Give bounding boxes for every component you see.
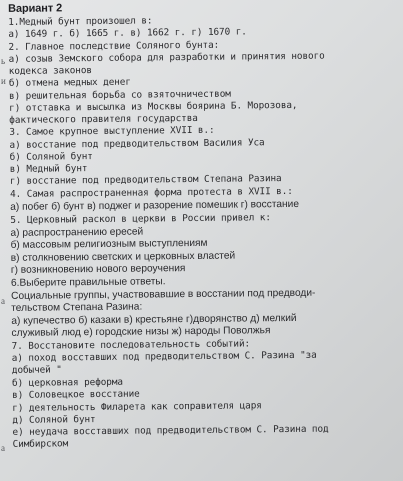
question-6-text-cont: тельством Степана Разина:	[11, 301, 143, 314]
answer-option: а) восстание под предводительством Василия Уса	[9, 137, 265, 151]
question-6-text: Социальные группы, участвовавшие в восстании под предводи-	[11, 287, 316, 302]
margin-mark: а	[1, 443, 5, 453]
answer-option: в) столкновению светских и церковных властей	[10, 250, 236, 264]
answer-option: е) неудача восставших под предводительством С. Разина под	[12, 423, 329, 438]
answer-option-cont: Симбирском	[12, 438, 69, 450]
margin-mark: ь	[1, 56, 6, 66]
answer-option: в) Медный бунт	[9, 163, 88, 175]
answer-option: а) созыв Земского собора для разработки и принятия нового	[8, 50, 325, 65]
answer-option: г) деятельность Филарета как соправителя царя	[12, 400, 262, 414]
answer-options: а) купечество б) казаки в) крестьяне г)дворянство д) мелкий	[11, 312, 297, 327]
answer-option: в) решительная борьба со взяточничеством	[8, 88, 231, 102]
answer-options: а) побег б) бунт в) поджег и разорение помешик г) восстание	[10, 198, 300, 213]
question-3: 3. Самое крупное выступление XVII в.:	[9, 124, 215, 138]
answer-option-cont: добычей "	[11, 364, 62, 376]
margin-mark: и	[1, 76, 6, 86]
question-1: 1.Медный бунт произошел в:	[8, 15, 153, 28]
answer-option: б) массовым религиозным выступлениям	[10, 237, 208, 251]
question-2: 2. Главное последствие Соляного бунта:	[8, 39, 220, 53]
answer-option: г) восстание под предводительством Степана Разина	[9, 173, 282, 187]
question-4: 4. Самая распространенная форма протеста в XVII в.:	[9, 185, 293, 200]
margin-mark: а	[1, 296, 5, 306]
answer-option: б) Соляной бунт	[9, 151, 93, 163]
answer-option: г) возникновению нового вероучения	[10, 263, 186, 276]
answer-option-cont: фактического правителя государства	[9, 112, 198, 126]
answer-option: г) отставка и высылка из Москвы боярина Б. Морозова,	[9, 99, 298, 114]
worksheet-title: Вариант 2	[8, 2, 63, 15]
answer-options: а) 1649 г. б) 1665 г. в) 1662 г. г) 1670 г.	[8, 26, 247, 40]
answer-option: б) отмена медных денег	[8, 76, 131, 89]
question-5: 5. Церковный раскол в церкви в России привел к:	[10, 212, 271, 226]
answer-options-cont: служивый люд е) городские низы ж) народы Поволжья	[11, 325, 271, 339]
question-6: 6.Выберите правильные ответы.	[10, 276, 166, 289]
answer-option: а) распространению ересей	[10, 226, 144, 239]
answer-option: а) поход восставших под предводительством С. Разина "за	[11, 349, 317, 364]
answer-option-cont: кодекса законов	[8, 65, 92, 77]
answer-option: б) церковная реформа	[11, 376, 123, 389]
answer-option: в) Соловецкое восстание	[12, 388, 140, 401]
question-7: 7. Восстановите последовательность событий:	[11, 338, 251, 352]
answer-option: д) Соляной бунт	[12, 414, 96, 426]
